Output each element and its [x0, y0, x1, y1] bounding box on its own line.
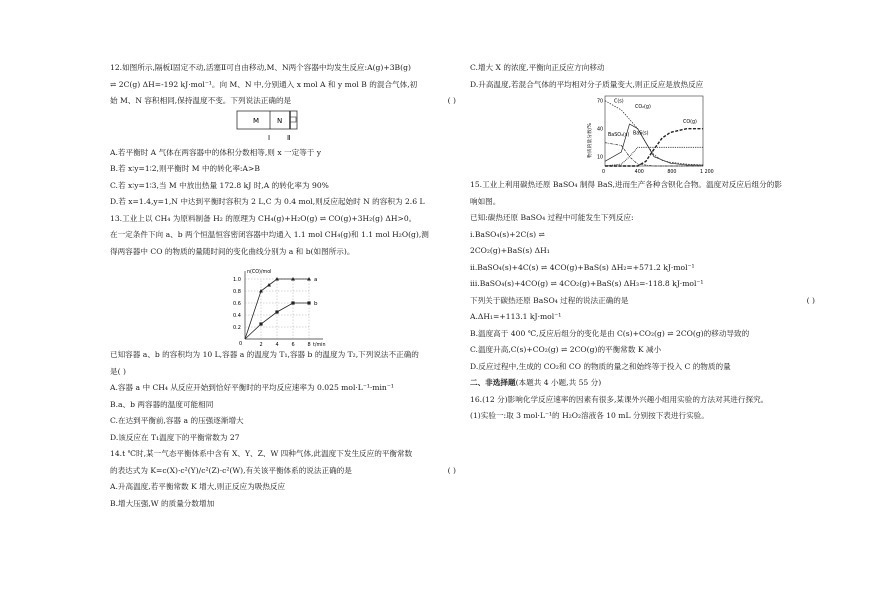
x-tick-label: 1 200 [700, 170, 714, 174]
q16-stem-line2: (1)实验一:取 3 mol·L⁻¹的 H₂O₂溶液各 10 mL 分别按下表进行实验。 [470, 411, 709, 420]
series-label: C(s) [614, 99, 624, 105]
q15-option-d: D.反应过程中,生成的 CO₂和 CO 的物质的量之和始终等于投入 C 的物质的量 [470, 361, 731, 371]
q15-stem-text: 下列关于碳热还原 BaSO₄ 过程的说法正确的是 [470, 295, 629, 305]
q15-reaction-1b: 2CO₂(g)+BaS(s) ΔH₁ [470, 246, 550, 255]
piston-handle [290, 117, 296, 122]
q12-stem-line1: 12.如图所示,隔板Ⅰ固定不动,活塞Ⅱ可自由移动,M、N两个容器中均发生反应:A(g)+3B(g) [110, 63, 411, 72]
q15-reaction-3: ⅲ.BaSO₄(s)+4CO(g) ⇌ 4CO₂(g)+BaS(s) ΔH₃=-118.8 kJ·mol⁻¹ [470, 279, 704, 288]
q14-answer-paren: ( ) [447, 465, 456, 475]
series-label: CO(g) [683, 120, 697, 126]
y-tick-label: 70 [597, 99, 604, 105]
container-outline [237, 111, 297, 129]
left-column [110, 62, 462, 509]
q14-stem-line1: 14.t ℃时,某一气态平衡体系中含有 X、Y、Z、W 四种气体,此温度下发生反应的平衡常数 [110, 449, 413, 458]
x-axis-label: t/min [313, 343, 326, 348]
q12-stem-text: 始 M、N 容积相同,保持温度不变。下列说法正确的是 [110, 96, 292, 105]
q15-stem-line1: 15.工业上利用碳热还原 BaSO₄ 制得 BaS,进而生产各种含钡化合物。温度对反应后组分的影 [470, 180, 782, 189]
q15-stem-line2: 响如图。 [470, 196, 501, 206]
q15-stem-line3: 已知:碳热还原 BaSO₄ 过程中可能发生下列反应: [470, 213, 634, 222]
series-label-b: b [314, 301, 318, 307]
q15-option-c: C.温度升高,C(s)+CO₂(g) ⇌ 2CO(g)的平衡常数 K 减小 [470, 345, 662, 354]
y-tick-label: 0.4 [233, 313, 241, 319]
label-i: Ⅰ [268, 133, 271, 142]
y-tick-label: 1.0 [233, 277, 241, 283]
y-tick-label: 0.6 [233, 301, 241, 307]
q13-chart-figure [110, 257, 462, 349]
q12-stem-line3 [110, 95, 462, 107]
q14-option-c: C.增大 X 的浓度,平衡向正反应方向移动 [470, 63, 605, 72]
x-tick-label: 0 [602, 170, 606, 174]
series-line [605, 124, 703, 165]
q15-stem-line4 [470, 295, 815, 307]
y-tick-label: 0.2 [233, 325, 241, 331]
y-axis-label: 物质的量分数/% [588, 123, 593, 158]
origin-label: 0 [239, 341, 243, 347]
y-tick-label: 0.8 [233, 289, 241, 295]
q13-option-a: A.容器 a 中 CH₄ 从反应开始到恰好平衡时的平均反应速率为 0.025 mol·L⁻¹·min⁻¹ [110, 383, 394, 392]
data-point-b [259, 322, 262, 325]
q15-answer-paren: ( ) [806, 295, 815, 305]
q12-option-b: B.若 x∶y=1∶2,则平衡时 M 中的转化率:A>B [110, 164, 260, 173]
data-point-b [275, 310, 278, 313]
x-tick-label: 4 [275, 342, 279, 348]
co-amount-chart [110, 257, 462, 349]
q15-reaction-1a: ⅰ.BaSO₄(s)+2C(s) ⇌ [470, 229, 545, 239]
q12-stem-line2: ⇌ 2C(g) ΔH=-192 kJ·mol⁻¹。向 M、N 中,分别通入 x mol A 和 y mol B 的混合气体,初 [110, 79, 418, 89]
temperature-composition-chart [470, 90, 815, 174]
q14-option-d: D.升高温度,若混合气体的平均相对分子质量变大,则正反应是放热反应 [470, 79, 704, 89]
x-tick-label: 400 [634, 170, 644, 174]
x-tick-label: 6 [291, 342, 295, 348]
q12-option-a: A.若平衡时 A 气体在两容器中的体积分数相等,则 x 一定等于 y [110, 147, 322, 157]
q12-option-c: C.若 x∶y=1∶3,当 M 中放出热量 172.8 kJ 时,A 的转化率为 90% [110, 180, 329, 190]
label-m: M [253, 116, 260, 125]
container-diagram [110, 107, 462, 147]
q13-stem-line5: 是( ) [110, 366, 126, 376]
x-tick-label: 8 [307, 342, 311, 348]
y-tick-label: 40 [597, 127, 604, 133]
label-n: N [277, 116, 283, 125]
x-tick-label: 2 [259, 342, 263, 348]
q15-reaction-2: ⅱ.BaSO₄(s)+4C(s) ⇌ 4CO(g)+BaS(s) ΔH₂=+571.2 kJ·mol⁻¹ [470, 262, 695, 272]
q14-option-a: A.升高温度,若平衡常数 K 增大,则正反应为吸热反应 [110, 482, 286, 491]
q13-stem-line1: 13.工业上以 CH₄ 为原料制备 H₂ 的原理为 CH₄(g)+H₂O(g) ⇌ CO(g)+3H₂(g) ΔH>0。 [110, 213, 417, 223]
y-axis-label: n(CO)/mol [247, 270, 272, 275]
q13-stem-line4: 已知容器 a、b 的容积均为 10 L,容器 a 的温度为 T₁,容器 b 的温度为 T₂,下列说法不正确的 [110, 350, 419, 359]
q13-option-d: D.该反应在 T₁温度下的平衡常数为 27 [110, 432, 240, 442]
q13-stem-line3: 得两容器中 CO 的物质的量随时间的变化曲线分别为 a 和 b(如图所示)。 [110, 246, 355, 256]
series-label: CO₂(g) [635, 105, 651, 111]
q15-option-b: B.温度高于 400 ℃,反应后组分的变化是由 C(s)+CO₂(g) ⇌ 2CO(g)的移动导致的 [470, 328, 750, 338]
q13-option-b: B.a、b 两容器的温度可能相同 [110, 399, 214, 409]
x-tick-label: 800 [667, 170, 677, 174]
q15-option-a: A.ΔH₁=+113.1 kJ·mol⁻¹ [470, 312, 562, 321]
q12-option-d: D.若 x=1.4,y=1,N 中达到平衡时容积为 2 L,C 为 0.4 mol,则反应起始时 N 的容积为 2.6 L [110, 197, 425, 206]
q15-chart-figure [470, 90, 815, 174]
q14-option-b: B.增大压强,W 的质量分数增加 [110, 498, 215, 508]
q12-answer-paren: ( ) [447, 96, 456, 105]
series-label: BaSO₄(s) [608, 133, 630, 139]
y-tick-label: 10 [597, 155, 604, 161]
plot-frame [605, 96, 703, 166]
q14-stem-line2 [110, 465, 462, 477]
q13-option-c: C.在达到平衡前,容器 a 的压强逐渐增大 [110, 416, 244, 425]
q16-stem-line1: 16.(12 分)影响化学反应速率的因素有很多,某课外兴趣小组用实验的方法对其进行探究。 [470, 394, 769, 404]
label-ii: Ⅱ [287, 133, 291, 142]
series-label: BaS(s) [633, 131, 649, 137]
section-heading [470, 377, 815, 389]
data-point-b [291, 301, 294, 304]
q12-container-figure [110, 107, 462, 147]
q13-stem-line2: 在一定条件下向 a、b 两个恒温恒容密闭容器中均通入 1.1 mol CH₄(g)和 1.1 mol H₂O(g),测 [110, 230, 429, 239]
right-column [470, 62, 815, 422]
series-label-a: a [314, 277, 318, 283]
section-title: 二、非选择题 [470, 378, 516, 387]
q14-stem-text: 的表达式为 K=c(X)·c²(Y)/c²(Z)·c²(W),有关该平衡体系的说法正确的是 [110, 465, 352, 475]
section-note: (本题共 4 小题,共 55 分) [515, 378, 602, 387]
data-point-b [307, 301, 310, 304]
